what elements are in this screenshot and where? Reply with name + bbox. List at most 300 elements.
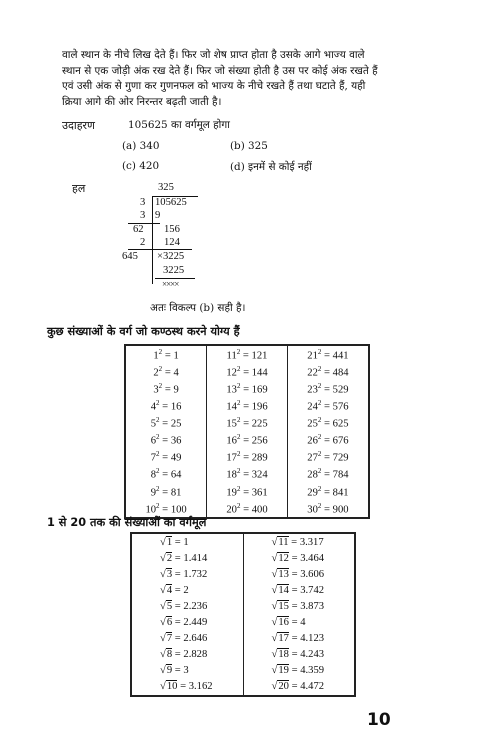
root-value: 2.828 (183, 649, 208, 661)
square-cell (125, 397, 207, 414)
square-base: 21 (307, 350, 318, 362)
square-base: 12 (226, 367, 237, 379)
radicand: 15 (278, 600, 289, 612)
square-value: 676 (332, 435, 349, 447)
root-value: 1 (183, 536, 189, 548)
square-cell (287, 414, 369, 431)
equals-sign: = (172, 665, 184, 677)
square-base: 19 (226, 487, 237, 499)
square-cell (207, 449, 288, 466)
equals-sign: = (159, 435, 171, 447)
square-base: 25 (307, 418, 318, 430)
option-c: (c) 420 (122, 160, 160, 172)
radical-sign: √ (160, 681, 166, 693)
radicand: 1 (166, 536, 173, 548)
square-base: 27 (307, 452, 318, 464)
squares-table (124, 344, 370, 519)
table-row (131, 679, 355, 696)
radicand: 12 (278, 552, 289, 564)
root-value: 2.646 (183, 633, 208, 645)
roots-heading: 1 से 20 तक की संख्याओं का वर्गमूल (47, 516, 207, 529)
table-row (125, 431, 369, 448)
root-value: 3.162 (188, 681, 213, 693)
equals-sign: = (321, 401, 333, 413)
root-value: 2.449 (183, 617, 208, 629)
square-base: 9 (150, 487, 157, 499)
radicand: 7 (166, 633, 173, 645)
division-remainder: ×××× (162, 279, 179, 289)
square-base: 11 (226, 350, 237, 362)
square-base: 10 (145, 504, 157, 516)
equals-sign: = (162, 367, 174, 379)
square-base: 18 (226, 469, 237, 481)
radical-sign: √ (160, 536, 166, 548)
equals-sign: = (159, 401, 171, 413)
square-cell (207, 466, 288, 483)
square-cell (125, 449, 207, 466)
square-base: 26 (307, 435, 318, 447)
square-value: 400 (251, 504, 268, 516)
square-base: 16 (226, 435, 237, 447)
square-value: 576 (332, 401, 349, 413)
equals-sign: = (288, 633, 301, 645)
table-row (131, 663, 355, 679)
table-row (131, 631, 355, 647)
square-cell (287, 483, 369, 500)
square-value: 529 (332, 384, 349, 396)
square-cell (287, 449, 369, 466)
equals-sign: = (162, 350, 174, 362)
exponent: 2 (156, 450, 160, 459)
root-value: 3.464 (300, 552, 325, 564)
table-row (131, 550, 355, 566)
root-value: 3.317 (299, 536, 324, 548)
radical-sign: √ (271, 600, 278, 612)
exponent: 2 (236, 399, 241, 408)
root-cell (243, 679, 355, 696)
table-row (131, 614, 355, 630)
exponent: 2 (236, 416, 241, 425)
root-value: 4.243 (300, 649, 325, 661)
square-value: 256 (251, 435, 268, 447)
square-value: 484 (332, 367, 349, 379)
equals-sign: = (288, 617, 301, 629)
equals-sign: = (288, 649, 301, 661)
square-value: 16 (170, 401, 182, 413)
conclusion: अतः विकल्प (b) सही है। (150, 302, 246, 314)
division-quotient: 325 (158, 182, 174, 193)
square-value: 225 (251, 418, 268, 430)
exponent: 2 (156, 467, 160, 476)
radicand: 10 (166, 681, 178, 693)
radical-sign: √ (271, 681, 278, 693)
equals-sign: = (172, 536, 184, 548)
divisor: 2 (140, 237, 146, 248)
radical-sign: √ (160, 552, 166, 564)
root-value: 4.123 (300, 633, 325, 645)
equals-sign: = (159, 469, 171, 481)
equals-sign: = (288, 600, 301, 612)
square-cell (287, 363, 369, 380)
equals-sign: = (240, 418, 252, 430)
square-cell (125, 363, 207, 380)
square-base: 17 (226, 452, 237, 464)
square-base: 30 (307, 504, 318, 516)
intro-line: एवं उसी अंक से गुणा कर गुणनफल को भाज्य के नीचे रखते हैं तथा घटाते हैं, यही (62, 80, 366, 92)
root-cell (243, 598, 355, 614)
root-cell (243, 533, 355, 550)
root-cell (243, 614, 355, 630)
radicand: 18 (278, 649, 289, 661)
table-row (125, 483, 369, 500)
option-b: (b) 325 (230, 140, 268, 152)
exponent: 2 (156, 433, 160, 442)
root-cell (131, 550, 243, 566)
equals-sign: = (321, 469, 333, 481)
root-cell (243, 631, 355, 647)
equals-sign: = (321, 504, 333, 516)
root-value: 4.359 (300, 665, 325, 677)
square-base: 8 (150, 469, 157, 481)
radicand: 5 (166, 600, 173, 612)
square-cell (207, 483, 288, 500)
equals-sign: = (240, 401, 252, 413)
option-d: (d) इनमें से कोई नहीं (230, 161, 312, 173)
exponent: 2 (317, 467, 322, 476)
roots-table (130, 532, 356, 697)
square-base: 22 (307, 367, 318, 379)
square-cell (207, 414, 288, 431)
radicand: 20 (278, 681, 289, 693)
radicand: 8 (166, 649, 173, 661)
square-cell (125, 414, 207, 431)
table-row (125, 363, 369, 380)
root-cell (131, 533, 243, 550)
exponent: 2 (156, 399, 160, 408)
equals-sign: = (321, 384, 333, 396)
square-value: 100 (170, 504, 187, 516)
square-value: 289 (251, 452, 268, 464)
equals-sign: = (159, 504, 171, 516)
intro-line: क्रिया आगे की ओर निरन्तर बढ़ती जाती है। (62, 95, 222, 108)
square-value: 64 (170, 469, 182, 481)
square-value: 9 (173, 384, 179, 396)
radicand: 2 (166, 552, 173, 564)
root-cell (243, 663, 355, 679)
square-value: 121 (251, 350, 268, 362)
radicand: 4 (166, 584, 173, 596)
exponent: 2 (236, 433, 241, 442)
equals-sign: = (288, 681, 301, 693)
radical-sign: √ (160, 568, 166, 580)
exponent: 2 (317, 416, 322, 425)
square-cell (287, 500, 369, 518)
square-cell (287, 345, 369, 363)
root-value: 3.873 (300, 600, 325, 612)
square-cell (287, 431, 369, 448)
exponent: 2 (236, 467, 241, 476)
page-number: 10 (367, 710, 391, 730)
square-cell (287, 397, 369, 414)
exponent: 2 (317, 364, 322, 373)
square-value: 4 (173, 367, 179, 379)
step-line (128, 249, 192, 250)
exponent: 2 (317, 433, 322, 442)
exponent: 2 (156, 501, 160, 510)
exponent: 2 (158, 364, 163, 373)
root-value: 4 (300, 617, 306, 629)
table-row (125, 466, 369, 483)
square-cell (207, 345, 288, 363)
equals-sign: = (240, 469, 252, 481)
square-base: 23 (307, 384, 318, 396)
squares-heading: कुछ संख्याओं के वर्ग जो कण्ठस्थ करने योग्य हैं (47, 325, 240, 338)
square-value: 81 (170, 487, 182, 499)
root-cell (131, 582, 243, 598)
radicand: 3 (166, 568, 173, 580)
exponent: 2 (158, 381, 163, 390)
table-row (125, 345, 369, 363)
equals-sign: = (288, 584, 301, 596)
radical-sign: √ (271, 568, 278, 580)
equals-sign: = (240, 384, 252, 396)
exponent: 2 (158, 347, 163, 356)
equals-sign: = (172, 568, 184, 580)
square-base: 4 (150, 401, 157, 413)
root-cell (243, 582, 355, 598)
root-cell (131, 598, 243, 614)
root-value: 4.472 (300, 681, 325, 693)
root-value: 2.236 (183, 600, 208, 612)
equals-sign: = (162, 384, 174, 396)
equals-sign: = (240, 504, 252, 516)
equals-sign: = (240, 350, 252, 362)
root-value: 1.414 (183, 552, 208, 564)
equals-sign: = (159, 487, 171, 499)
exponent: 2 (317, 347, 322, 356)
exponent: 2 (317, 501, 322, 510)
square-value: 169 (251, 384, 268, 396)
option-a: (a) 340 (122, 140, 160, 152)
radicand: 11 (278, 536, 289, 548)
square-base: 3 (153, 384, 159, 396)
radical-sign: √ (160, 665, 166, 677)
equals-sign: = (172, 649, 184, 661)
square-cell (207, 500, 288, 518)
exponent: 2 (236, 484, 241, 493)
example-label: उदाहरण (62, 119, 96, 132)
table-row (131, 598, 355, 614)
intro-paragraph (62, 48, 457, 110)
intro-line: स्थान से एक जोड़ी अंक रख देते हैं। फिर जो संख्या होती है उस पर कोई अंक रखते हैं (62, 64, 378, 77)
square-value: 324 (251, 469, 268, 481)
exponent: 2 (236, 381, 241, 390)
exponent: 2 (317, 484, 322, 493)
square-cell (287, 380, 369, 397)
square-value: 196 (251, 401, 268, 413)
radicand: 6 (166, 617, 173, 629)
radical-sign: √ (271, 649, 278, 661)
square-value: 36 (170, 435, 182, 447)
table-row (131, 582, 355, 598)
square-cell (125, 431, 207, 448)
square-cell (207, 380, 288, 397)
radicand: 17 (278, 633, 289, 645)
divisor: 3 (140, 210, 146, 221)
root-value: 3.606 (300, 568, 325, 580)
solution-label: हल (72, 182, 86, 195)
exponent: 2 (317, 381, 322, 390)
square-value: 144 (251, 367, 268, 379)
radical-sign: √ (160, 617, 166, 629)
radicand: 16 (278, 617, 289, 629)
exponent: 2 (156, 484, 160, 493)
division-step: 9 (155, 210, 161, 221)
equals-sign: = (172, 584, 184, 596)
table-row (125, 414, 369, 431)
square-value: 441 (332, 350, 349, 362)
division-bar (152, 196, 153, 284)
radical-sign: √ (271, 552, 278, 564)
equals-sign: = (288, 665, 301, 677)
square-base: 24 (307, 401, 318, 413)
radical-sign: √ (160, 600, 166, 612)
square-cell (125, 380, 207, 397)
square-value: 841 (332, 487, 349, 499)
radical-sign: √ (160, 633, 166, 645)
square-cell (287, 466, 369, 483)
equals-sign: = (321, 418, 333, 430)
square-cell (125, 483, 207, 500)
square-value: 625 (332, 418, 349, 430)
radical-sign: √ (271, 584, 278, 596)
equals-sign: = (172, 552, 184, 564)
table-row (125, 449, 369, 466)
equals-sign: = (172, 633, 184, 645)
square-base: 1 (153, 350, 159, 362)
equals-sign: = (288, 568, 301, 580)
root-value: 3 (183, 665, 189, 677)
root-cell (131, 614, 243, 630)
table-row (125, 397, 369, 414)
square-cell (125, 345, 207, 363)
square-base: 7 (150, 452, 157, 464)
square-cell (125, 466, 207, 483)
root-cell (131, 566, 243, 582)
divisor: 645 (122, 251, 138, 262)
square-cell (207, 363, 288, 380)
equals-sign: = (321, 487, 333, 499)
table-row (125, 380, 369, 397)
square-base: 29 (307, 487, 318, 499)
division-step: 156 (164, 224, 180, 235)
square-value: 361 (251, 487, 268, 499)
square-base: 5 (150, 418, 157, 430)
square-cell (207, 431, 288, 448)
exponent: 2 (317, 399, 322, 408)
exponent: 2 (236, 450, 241, 459)
square-base: 15 (226, 418, 237, 430)
exponent: 2 (317, 450, 322, 459)
equals-sign: = (240, 435, 252, 447)
equals-sign: = (321, 452, 333, 464)
division-step: ×3225 (157, 251, 185, 262)
division-step: 124 (164, 237, 180, 248)
equals-sign: = (172, 617, 184, 629)
radical-sign: √ (271, 536, 278, 548)
divisor: 3 (140, 197, 146, 208)
radical-sign: √ (271, 617, 278, 629)
root-cell (243, 647, 355, 663)
root-cell (131, 663, 243, 679)
root-cell (243, 550, 355, 566)
example-question: 105625 का वर्गमूल होगा (128, 119, 230, 131)
square-value: 900 (332, 504, 349, 516)
table-row (131, 566, 355, 582)
equals-sign: = (321, 367, 333, 379)
square-base: 20 (226, 504, 237, 516)
radical-sign: √ (160, 649, 166, 661)
radicand: 19 (278, 665, 289, 677)
table-row (131, 647, 355, 663)
intro-line: वाले स्थान के नीचे लिख देते हैं। फिर जो शेष प्राप्त होता है उसके आगे भाज्य वाले (62, 49, 365, 61)
equals-sign: = (240, 487, 252, 499)
radical-sign: √ (271, 633, 278, 645)
square-value: 49 (170, 452, 182, 464)
root-cell (131, 647, 243, 663)
exponent: 2 (236, 347, 241, 356)
equals-sign: = (321, 435, 333, 447)
square-base: 28 (307, 469, 318, 481)
radical-sign: √ (271, 665, 278, 677)
division-step: 3225 (163, 265, 185, 276)
root-value: 2 (183, 584, 189, 596)
square-base: 14 (226, 401, 237, 413)
equals-sign: = (288, 536, 300, 548)
square-value: 25 (170, 418, 182, 430)
root-value: 3.742 (300, 584, 325, 596)
square-cell (207, 397, 288, 414)
table-row (131, 533, 355, 550)
square-value: 729 (332, 452, 349, 464)
equals-sign: = (321, 350, 333, 362)
equals-sign: = (177, 681, 189, 693)
square-value: 784 (332, 469, 349, 481)
equals-sign: = (288, 552, 301, 564)
square-base: 6 (150, 435, 157, 447)
root-cell (243, 566, 355, 582)
dividend: 105625 (155, 197, 187, 208)
root-cell (131, 679, 243, 696)
divisor: 62 (133, 224, 144, 235)
equals-sign: = (240, 452, 252, 464)
square-base: 13 (226, 384, 237, 396)
equals-sign: = (172, 600, 184, 612)
square-value: 1 (173, 350, 179, 362)
equals-sign: = (159, 418, 171, 430)
radicand: 13 (278, 568, 289, 580)
equals-sign: = (240, 367, 252, 379)
radicand: 14 (278, 584, 289, 596)
exponent: 2 (236, 364, 241, 373)
equals-sign: = (159, 452, 171, 464)
exponent: 2 (236, 501, 241, 510)
exponent: 2 (156, 416, 160, 425)
radicand: 9 (166, 665, 173, 677)
square-base: 2 (153, 367, 159, 379)
root-value: 1.732 (183, 568, 208, 580)
radical-sign: √ (160, 584, 166, 596)
